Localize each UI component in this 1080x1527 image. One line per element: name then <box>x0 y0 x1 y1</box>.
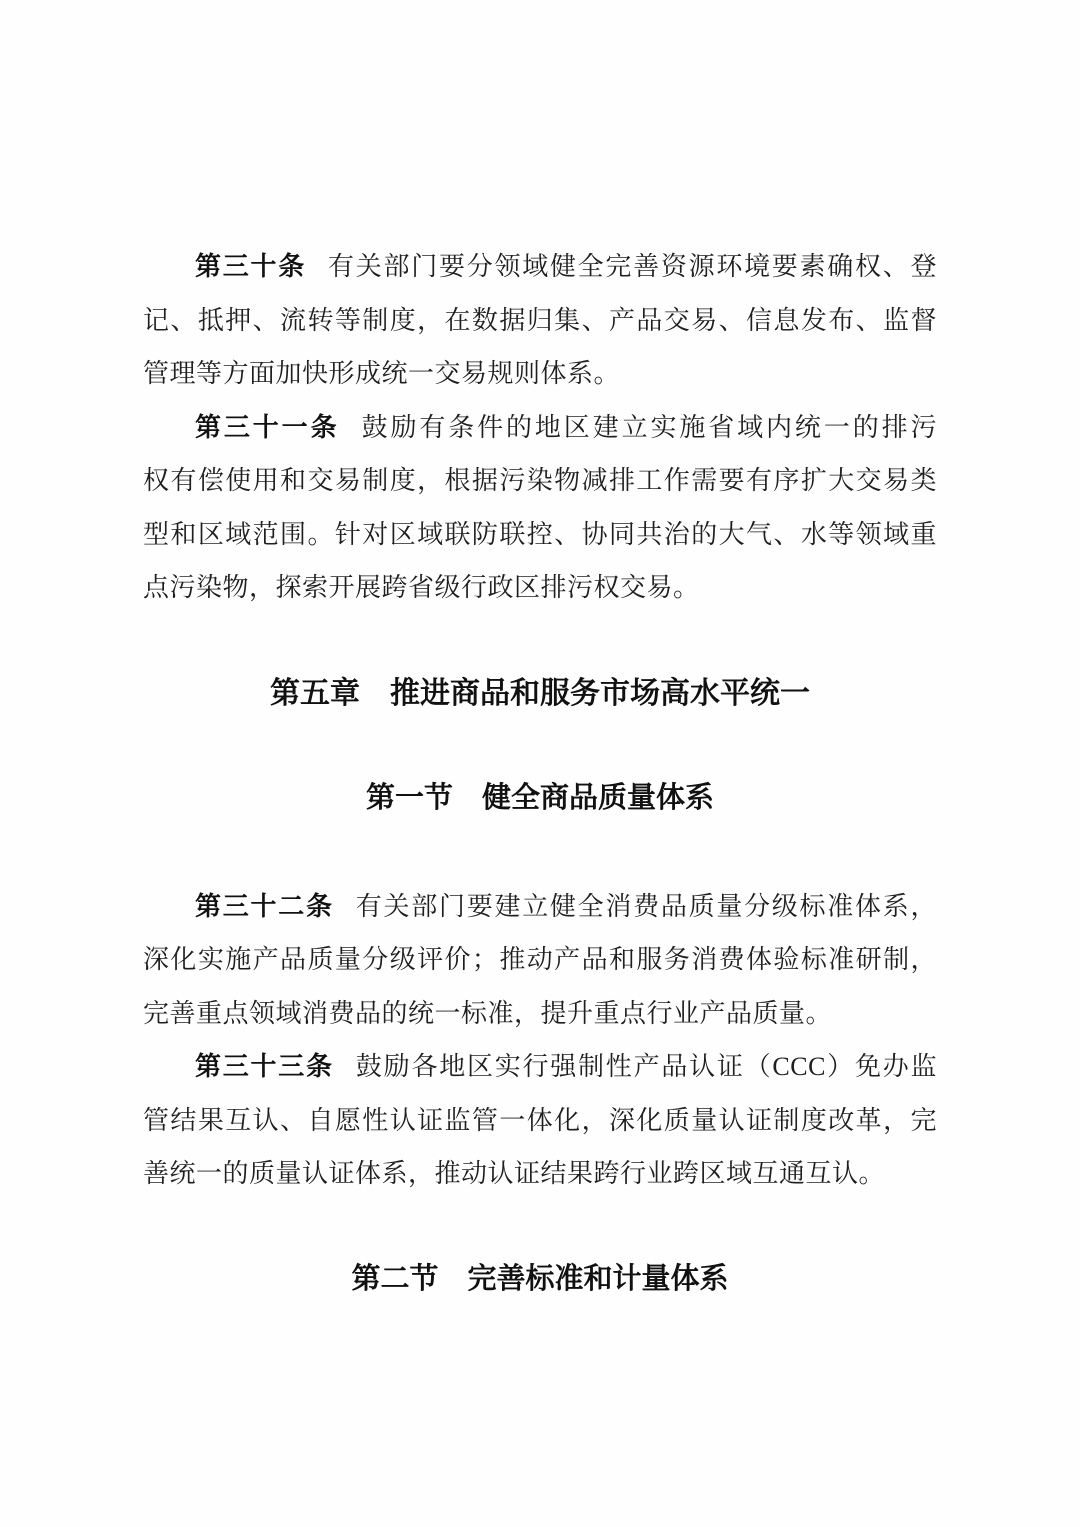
article-33-line-1: 鼓励各地区实行强制性产品认证（CCC）免办监 <box>355 1052 937 1081</box>
section-1-title: 健全商品质量体系 <box>482 782 715 814</box>
section-1-number: 第一节 <box>365 782 453 814</box>
article-32-line-1: 有关部门要建立健全消费品质量分级标准体系， <box>355 891 937 921</box>
article-33-label: 第三十三条 <box>195 1051 334 1081</box>
article-30-line-1: 有关部门要分领域健全完善资源环境要素确权、登 <box>328 252 937 281</box>
article-31-line-1: 鼓励有条件的地区建立实施省域内统一的排污 <box>361 412 937 442</box>
section-heading-1 <box>143 772 937 826</box>
article-33-line-3: 善统一的质量认证体系，推动认证结果跨行业跨区域互通互认。 <box>143 1159 886 1188</box>
document-text-block <box>143 240 937 1306</box>
text-line <box>143 1040 937 1094</box>
article-31-line-2: 权有偿使用和交易制度，根据污染物减排工作需要有序扩大交易类 <box>143 466 937 495</box>
article-32-line-2: 深化实施产品质量分级评价；推动产品和服务消费体验标准研制， <box>143 945 937 974</box>
text-line <box>143 401 937 455</box>
chapter-heading <box>143 667 937 721</box>
section-2-title: 完善标准和计量体系 <box>467 1262 729 1295</box>
chapter-title: 推进商品和服务市场高水平统一 <box>390 676 810 710</box>
article-33-line-2: 管结果互认、自愿性认证监管一体化，深化质量认证制度改革，完 <box>143 1105 937 1135</box>
article-31-line-4: 点污染物，探索开展跨省级行政区排污权交易。 <box>143 573 700 602</box>
text-line <box>143 240 937 294</box>
article-30-label: 第三十条 <box>195 251 306 281</box>
section-2-number: 第二节 <box>351 1262 439 1295</box>
article-32-label: 第三十二条 <box>195 890 334 921</box>
chapter-number: 第五章 <box>270 676 360 710</box>
article-30-line-2: 记、抵押、流转等制度，在数据归集、产品交易、信息发布、监督 <box>143 305 937 335</box>
section-heading-2 <box>143 1253 937 1307</box>
article-paragraph-31 <box>143 401 937 615</box>
article-32-line-3: 完善重点领域消费品的统一标准，提升重点行业产品质量。 <box>143 998 833 1028</box>
article-31-line-3: 型和区域范围。针对区域联防联控、协同共治的大气、水等领域重 <box>143 519 937 549</box>
article-30-line-3: 管理等方面加快形成统一交易规则体系。 <box>143 359 621 388</box>
text-line <box>143 880 937 934</box>
article-31-label: 第三十一条 <box>195 411 340 442</box>
article-paragraph-32 <box>143 880 937 1041</box>
article-paragraph-33 <box>143 1040 937 1201</box>
article-paragraph-30 <box>143 240 937 401</box>
